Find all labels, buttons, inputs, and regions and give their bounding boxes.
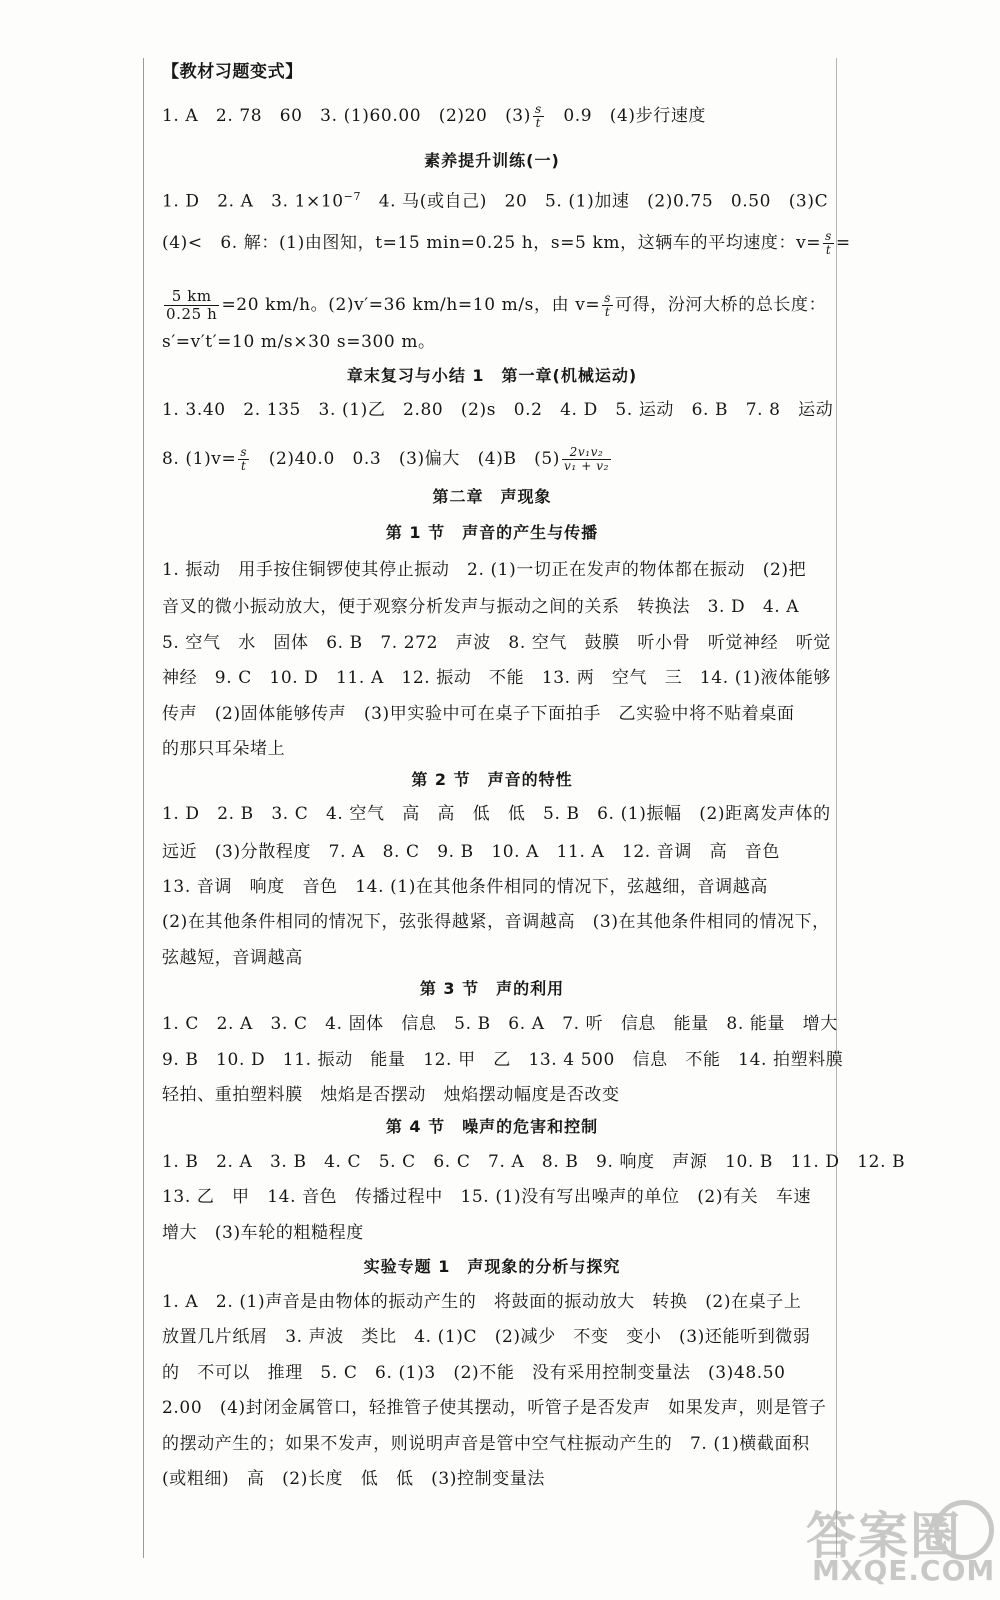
watermark-logo-text: 答案圈	[806, 1507, 962, 1565]
answer-line: 音叉的微小振动放大，便于观察分析发声与振动之间的关系 转换法 3. D 4. A	[162, 597, 800, 617]
section-heading-s4: 第 4 节 噪声的危害和控制	[385, 1117, 599, 1136]
site-watermark	[806, 1496, 996, 1596]
section-label-jiaocai: 【教材习题变式】	[162, 62, 303, 82]
answer-line: 放置几片纸屑 3. 声波 类比 4. (1)C (2)减少 不变 变小 (3)还能听到微弱	[162, 1327, 811, 1347]
answer-line: 1. D 2. A 3. $1\times 10^{-7}$ 4. 马(或自己) 20 5. (1)加速 (2)0.75 0.50 (3)C	[162, 190, 829, 212]
section-heading-s3: 第 3 节 声的利用	[419, 979, 565, 998]
watermark-circle-icon	[934, 1500, 994, 1560]
answer-line: 的那只耳朵堵上	[162, 739, 286, 759]
fraction-5km-over-025h: $\frac{5 km}{0.25 h}$	[166, 287, 218, 323]
answer-line: s′=v′t′=10 m/s×30 s=300 m。	[162, 332, 436, 352]
answer-line: 弦越短，音调越高	[162, 948, 303, 968]
section-heading-s1: 第 1 节 声音的产生与传播	[385, 523, 599, 542]
fraction-s-over-t: $\frac{s}{t}$	[825, 229, 832, 257]
answer-line: 的摆动产生的；如果不发声，则说明声音是管中空气柱振动产生的 7. (1)横截面积	[162, 1434, 810, 1454]
answer-line: 增大 (3)车轮的粗糙程度	[162, 1223, 364, 1243]
answer-line: 1. 振动 用手按住铜锣使其停止振动 2. (1)一切正在发声的物体都在振动 (2)把	[162, 560, 807, 580]
section-heading-s2: 第 2 节 声音的特性	[411, 770, 573, 789]
answer-line: 9. B 10. D 11. 振动 能量 12. 甲 乙 13. 4 500 信息 不能 14. 拍塑料膜	[162, 1050, 844, 1070]
answer-line: 轻拍、重拍塑料膜 烛焰是否摆动 烛焰摆动幅度是否改变	[162, 1085, 620, 1105]
answer-line: 1. 3.40 2. 135 3. (1)乙 2.80 (2)s 0.2 4. D 5. 运动 6. B 7. 8 运动	[162, 400, 834, 420]
answer-line: (4)< 6. 解：(1)由图知，t=15 min=0.25 h，s=5 km，这辆车的平均速度：v= $\frac{s}{t}$ =	[162, 229, 851, 257]
answer-line: 1. A 2. 78 60 3. (1)60.00 (2)20 (3) $\frac{s}{t}$ 0.9 (4)步行速度	[162, 102, 707, 130]
section-heading-exp1: 实验专题 1 声现象的分析与探究	[363, 1257, 621, 1276]
answer-line: 1. D 2. B 3. C 4. 空气 高 高 低 低 5. B 6. (1)振幅 (2)距离发声体的	[162, 804, 831, 824]
left-margin-rule	[143, 58, 144, 1558]
answer-line: $\frac{5 km}{0.25 h}$ =20 km/h。(2)v′=36 km/h=10 m/s，由 v= $\frac{s}{t}$ 可得，汾河大桥的总长度：	[166, 287, 827, 323]
section-heading-suyang: 素养提升训练(一)	[424, 151, 560, 170]
fraction-s-over-t: $\frac{s}{t}$	[240, 445, 248, 473]
answer-line: 1. B 2. A 3. B 4. C 5. C 6. C 7. A 8. B 9. 响度 声源 10. B 11. D 12. B	[162, 1152, 906, 1172]
section-heading-zhangmo: 章末复习与小结 1 第一章(机械运动)	[346, 366, 638, 385]
answer-line: (或粗细) 高 (2)长度 低 低 (3)控制变量法	[162, 1469, 546, 1489]
answer-line: 神经 9. C 10. D 11. A 12. 振动 不能 13. 两 空气 三 14. (1)液体能够	[162, 668, 832, 688]
answer-line: 2.00 (4)封闭金属管口，轻推管子使其摆动，听管子是否发声 如果发声，则是管子	[162, 1398, 827, 1418]
fraction-s-over-t: $\frac{s}{t}$	[604, 291, 612, 319]
answer-line: 5. 空气 水 固体 6. B 7. 272 声波 8. 空气 鼓膜 听小骨 听觉神经 听觉	[162, 633, 832, 653]
answer-line: 13. 乙 甲 14. 音色 传播过程中 15. (1)没有写出噪声的单位 (2)有关 车速	[162, 1187, 812, 1207]
answer-line: 13. 音调 响度 音色 14. (1)在其他条件相同的情况下，弦越细，音调越高	[162, 877, 768, 897]
answer-line: (2)在其他条件相同的情况下，弦张得越紧，音调越高 (3)在其他条件相同的情况下，	[162, 912, 830, 932]
answer-line: 的 不可以 推理 5. C 6. (1)3 (2)不能 没有采用控制变量法 (3)48.50	[162, 1363, 786, 1383]
answer-line: 传声 (2)固体能够传声 (3)甲实验中可在桌子下面拍手 乙实验中将不贴着桌面	[162, 704, 795, 724]
answer-line: 1. A 2. (1)声音是由物体的振动产生的 将鼓面的振动放大 转换 (2)在桌子上	[162, 1292, 802, 1312]
watermark-url: MXQE.COM	[812, 1554, 996, 1587]
answer-line: 远近 (3)分散程度 7. A 8. C 9. B 10. A 11. A 12. 音调 高 音色	[162, 842, 780, 862]
answer-line: 1. C 2. A 3. C 4. 固体 信息 5. B 6. A 7. 听 信息 能量 8. 能量 增大	[162, 1014, 838, 1034]
fraction-s-over-t: $\frac{s}{t}$	[534, 102, 542, 130]
answer-line: 8. (1)v= $\frac{s}{t}$ (2)40.0 0.3 (3)偏大 (4)B (5) $\frac{\text{2v₁v₂}}{\text{v₁ + v₂}}$	[162, 445, 610, 473]
chapter-heading: 第二章 声现象	[432, 487, 552, 506]
fraction-harmonic-mean: $\frac{\text{2v₁v₂}}{\text{v₁ + v₂}}$	[564, 445, 610, 473]
